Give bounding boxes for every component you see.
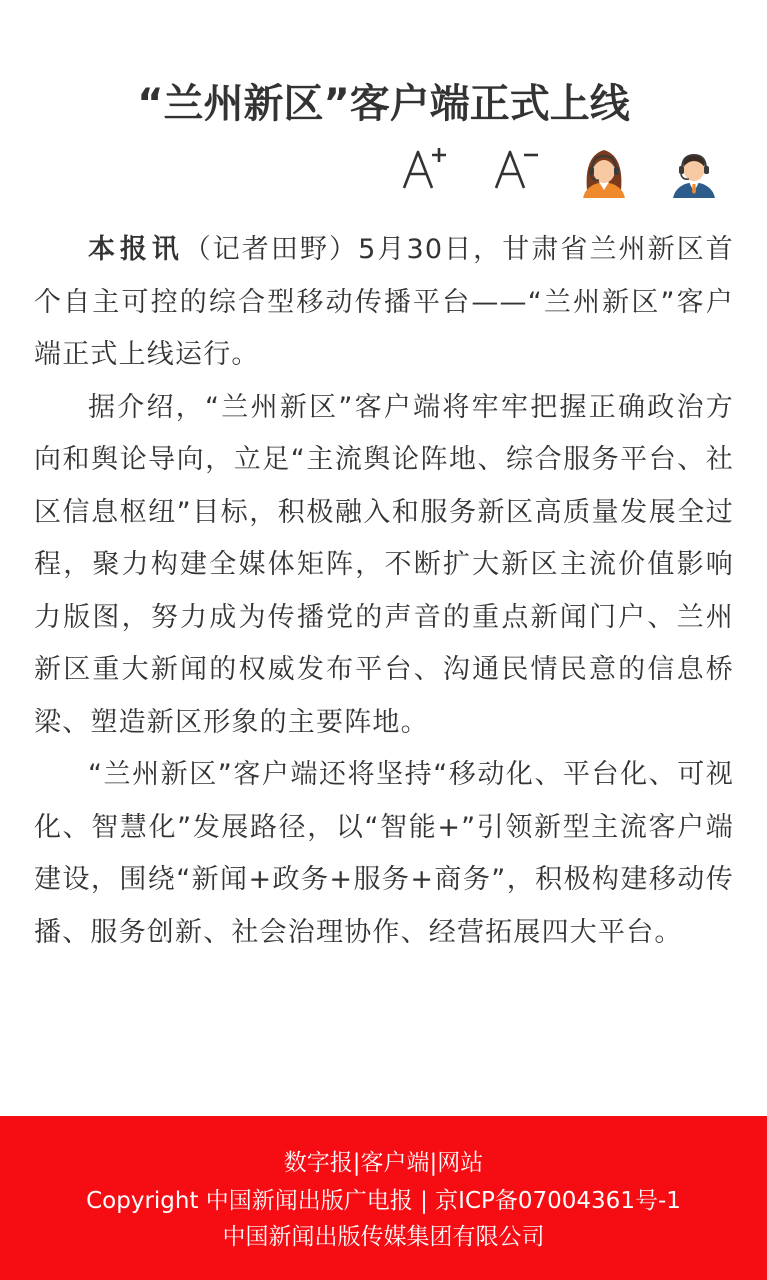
- footer-separator: |: [429, 1150, 438, 1176]
- footer-company: 中国新闻出版传媒集团有限公司: [222, 1224, 545, 1250]
- male-voice-button[interactable]: [664, 140, 724, 210]
- font-size-increase-icon: [396, 140, 456, 210]
- font-size-increase-button[interactable]: [396, 140, 456, 210]
- client-app-link[interactable]: 客户端: [360, 1150, 430, 1176]
- article-lead: 本报讯: [88, 234, 184, 265]
- reading-toolbar: [0, 140, 767, 210]
- footer-links: [0, 1146, 767, 1180]
- site-footer: [0, 1116, 767, 1280]
- female-voice-button[interactable]: [574, 140, 634, 210]
- footer-copyright: Copyright 中国新闻出版广电报 | 京ICP备07004361号-1: [86, 1188, 681, 1214]
- article-paragraph: 据介绍，“兰州新区”客户端将牢牢把握正确政治方向和舆论导向，立足“主流舆论阵地、综合服务平台、社区信息枢纽”目标，积极融入和服务新区高质量发展全过程，聚力构建全媒体矩阵，不断扩大新区主流价值影响力版图，努力成为传播党的声音的重点新闻门户、兰州新区重大新闻的权威发布平台、沟通民情民意的信息桥梁、塑造新区形象的主要阵地。: [34, 391, 734, 738]
- paragraph-text: （记者田野）5月30日，甘肃省兰州新区首个自主可控的综合型移动传播平台——“兰州新区”客户端正式上线运行。: [34, 234, 734, 370]
- article-body: [34, 224, 734, 959]
- article-title: “兰州新区”客户端正式上线: [137, 80, 630, 127]
- article-paragraph: “兰州新区”客户端还将坚持“移动化、平台化、可视化、智慧化”发展路径，以“智能+”引领新型主流客户端建设，围绕“新闻+政务+服务+商务”，积极构建移动传播、服务创新、社会治理协作、经营拓展四大平台。: [34, 759, 734, 948]
- male-voice-broadcast-icon: [664, 140, 724, 210]
- font-size-decrease-button[interactable]: [488, 140, 548, 210]
- footer-separator: |: [352, 1150, 361, 1176]
- website-link[interactable]: 网站: [437, 1150, 484, 1176]
- digital-paper-link[interactable]: 数字报: [283, 1150, 353, 1176]
- font-size-decrease-icon: [488, 140, 548, 210]
- article-paragraph: [34, 224, 734, 382]
- female-voice-broadcast-icon: [574, 140, 634, 210]
